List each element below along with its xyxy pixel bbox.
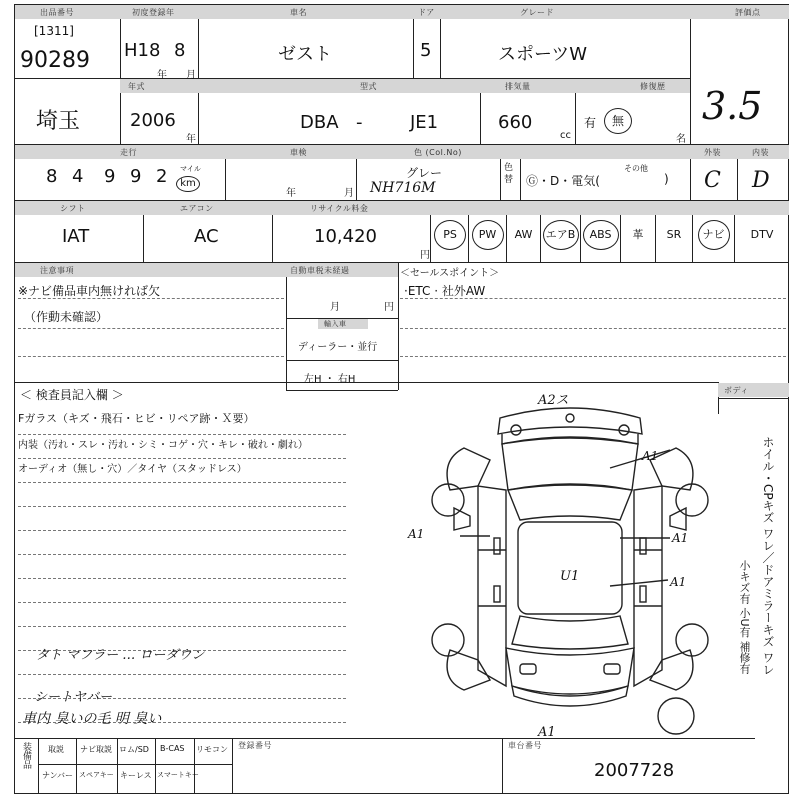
diagram-front-right: A1 [642, 449, 659, 463]
remaining-month: 月 [330, 302, 340, 313]
sales-points: ·ETC · 社外AW [404, 284, 486, 298]
diagram-right-2: A1 [670, 575, 687, 589]
mileage-digit-1: 8 [46, 166, 58, 187]
side-note: ホイル・CPキズ ワレ／ドアミラーキズ ワレ [761, 436, 775, 676]
mileage-unit-top: マイル [180, 165, 201, 173]
chassis-code: JE1 [410, 112, 439, 133]
chassis-label: 型式 [360, 82, 377, 91]
score-label: 評価点 [735, 8, 761, 17]
inspector-hand-2: シートヤバー [34, 690, 113, 705]
side-note-2: 小キズ有 小U有 補修有 [738, 560, 751, 675]
inspector-line-3: オーディオ（無し・穴）／タイヤ（スタッドレス） [18, 464, 247, 475]
score: 3.5 [702, 84, 763, 128]
handle-side: 左H ・ 右H [304, 374, 356, 385]
doors: 5 [420, 40, 432, 61]
mileage-label: 走行 [120, 148, 137, 157]
grade-label: グレード [520, 8, 554, 17]
inspector-hand-3: 車内 臭いの毛 明 臭い [22, 711, 162, 727]
parts-smart-key: スマートキー [157, 771, 199, 779]
corner-label: ボディ [724, 386, 749, 395]
color-no: NH716M [370, 180, 436, 196]
shaken-year: 年 [286, 188, 296, 199]
fuel-other: その他 [624, 164, 648, 173]
diagram-left: A1 [408, 527, 425, 541]
mileage-digit-2: 4 [72, 166, 84, 187]
parts-bcas: B-CAS [160, 744, 185, 753]
reg-era-year: H18 [124, 40, 161, 61]
parts-number-plate: ナンバー [42, 771, 74, 780]
region: 埼玉 [36, 109, 81, 134]
shaken-label: 車検 [290, 148, 307, 157]
mileage-unit: km [176, 176, 200, 192]
color: グレー [406, 166, 443, 180]
lot-label: 出品番号 [40, 8, 74, 17]
car-damage-diagram [408, 390, 720, 740]
turbo-yes: 有 [584, 116, 597, 130]
parts-navi-manual: ナビ取説 [80, 745, 112, 754]
equip-leather: 革 [632, 228, 644, 241]
equip-dtv: DTV [750, 228, 774, 241]
mileage-digit-3: 9 [104, 166, 116, 187]
exterior: C [704, 168, 721, 193]
parts-remote: リモコン [196, 745, 228, 754]
car-name-label: 車名 [290, 8, 307, 17]
caution-label: 注意事項 [40, 266, 74, 275]
ac: AC [194, 226, 219, 247]
diagram-right-1: A1 [672, 531, 689, 545]
shaken-month: 月 [344, 188, 354, 199]
equip-airbag: エアB [541, 218, 580, 252]
parts-label: 装備品 [21, 742, 31, 769]
ac-label: エアコン [180, 204, 214, 213]
parts-keyless: キーレス [120, 771, 152, 780]
equip-pw: PW [469, 218, 506, 252]
inspector-hand-1: タト マフラー … ローダウン [36, 648, 205, 663]
grade: スポーツW [498, 44, 588, 65]
import-dealer: ディーラー・並行 [298, 342, 378, 353]
reg-month-unit: 月 [186, 70, 196, 81]
turbo-no: 無 [604, 108, 632, 134]
equip-aw: AW [514, 228, 533, 241]
equip-ps: PS [432, 218, 468, 252]
color-label: 色 (Col.No) [414, 148, 462, 157]
model-year: 2006 [130, 110, 176, 131]
recycle-fee: 10,420 [314, 226, 377, 247]
model-year-label: 年式 [128, 82, 145, 91]
inspector-title: ＜ 検査員記入欄 ＞ [20, 388, 124, 402]
diagram-center: U1 [560, 569, 580, 584]
repair-unit: 名 [676, 134, 686, 145]
recycle-unit: 円 [420, 250, 430, 261]
doors-label: ドア [418, 8, 435, 17]
car-name: ゼスト [278, 44, 332, 65]
caution-line-1: ※ナビ備品車内無ければ欠 [18, 284, 161, 298]
chassis-dash: - [356, 112, 363, 133]
reg-month: 8 [174, 40, 186, 61]
mileage-digit-4: 9 [130, 166, 142, 187]
color-change-label: 色替 [504, 163, 514, 185]
parts-rom-sd: ロム/SD [119, 745, 149, 754]
exterior-label: 外装 [704, 148, 721, 157]
inspector-line-2: 内装（汚れ・スレ・汚れ・シミ・コゲ・穴・キレ・破れ・劇れ） [18, 440, 308, 451]
reg-year-label: 初度登録年 [132, 8, 175, 17]
import-label: 輸入車 [324, 320, 347, 328]
recycle-label: リサイクル料金 [310, 204, 369, 213]
serial-number: 2007728 [594, 760, 675, 781]
parts-spare-key: スペアキー [79, 771, 114, 779]
sales-point-label: ＜セールスポイント＞ [400, 268, 500, 279]
cc-unit: cc [560, 130, 571, 141]
caution-line-2: （作動未確認） [24, 310, 109, 324]
interior: D [752, 168, 770, 193]
remaining-tax-label: 自動車税未経過 [290, 266, 350, 275]
model-year-unit: 年 [186, 134, 196, 145]
mileage-digit-5: 2 [156, 166, 168, 187]
equip-abs: ABS [581, 218, 620, 252]
reg-no-label: 登録番号 [238, 741, 272, 750]
chassis-prefix: DBA [300, 112, 339, 133]
interior-label: 内装 [752, 148, 769, 157]
lot-code: [1311] [34, 24, 74, 38]
fuel-options: Ⓖ・D・電気( [526, 174, 600, 188]
displacement: 660 [498, 112, 533, 133]
shift-label: シフト [60, 204, 86, 213]
repair-label: 修復歴 [640, 82, 666, 91]
cc-label: 排気量 [505, 82, 531, 91]
fuel-close: ) [664, 172, 669, 186]
equip-sunroof: SR [666, 228, 682, 241]
parts-manual: 取説 [48, 745, 64, 754]
inspector-line-1: Fガラス（キズ・飛石・ヒビ・リペア跡・Ｘ要） [18, 412, 255, 425]
serial-label: 車台番号 [508, 741, 542, 750]
diagram-bottom: A1 [538, 725, 556, 740]
equip-navi: ナビ [693, 218, 734, 252]
reg-year-unit: 年 [157, 70, 167, 81]
lot-number: 90289 [20, 48, 90, 73]
shift: IAT [62, 226, 90, 247]
remaining-yen: 円 [384, 302, 394, 313]
diagram-top-label: A2ス [538, 393, 569, 408]
